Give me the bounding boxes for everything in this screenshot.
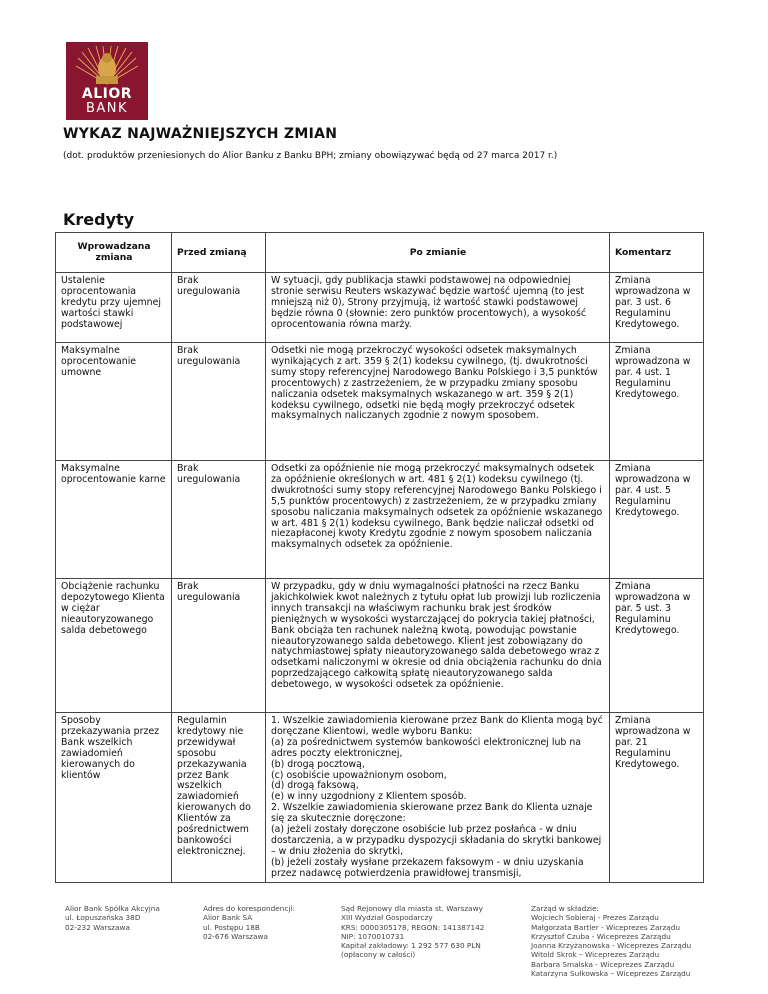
logo-word-bank: BANK	[85, 101, 129, 116]
after-line: (e) w inny uzgodniony z Klientem sposób.	[271, 791, 467, 803]
footer-line: 02-676 Warszawa	[203, 931, 268, 941]
cell-before: Brak uregulowania	[172, 343, 266, 461]
footer-line: (opłacony w całości)	[341, 950, 416, 960]
footer-line: ul. Łopuszańska 38D	[65, 913, 141, 923]
footer-line: Krzysztof Czuba - Wiceprezes Zarządu	[531, 931, 671, 941]
footer-line: Kapitał zakładowy: 1 292 577 630 PLN	[341, 941, 481, 951]
footer-line: Barbara Smalska - Wiceprezes Zarządu	[531, 959, 675, 969]
cell-change: Maksymalne oprocentowanie karne	[56, 461, 172, 579]
table-row	[56, 273, 704, 343]
table-row	[56, 343, 704, 461]
cell-before: Regulamin kredytowy nie przewidywał sposobu przekazywania przez Bank wszelkich zawiadomień kierowanych do Klientów za pośrednictwem bankowości elektronicznej.	[172, 713, 266, 883]
logo-word-alior: ALIOR	[81, 86, 133, 102]
footer-line: 02-232 Warszawa	[65, 922, 130, 932]
cell-after: Odsetki nie mogą przekroczyć wysokości odsetek maksymalnych wynikających z art. 359 § 2(1) kodeksu cywilnego, (tj. dwukrotności sumy stopy referencyjnej Narodowego Banku Polskiego i 3,5 punktów procentowych) z zastrzeżeniem, że w przypadku zmiany sposobu naliczania odsetek maksymalnych wskazanego w art. 359 § 2(1) kodeksu cywilnego, odsetki nie będą mogły przekroczyć odsetek maksymalnych naliczanych zgodnie z nowym sposobem.	[266, 343, 610, 461]
footer-company	[65, 904, 160, 932]
cell-change: Maksymalne oprocentowanie umowne	[56, 343, 172, 461]
after-line: 2. Wszelkie zawiadomienia skierowane przez Bank do Klienta uznaje się za skutecznie doręczone:	[271, 802, 593, 825]
after-line: (a) jeżeli zostały doręczone osobiście lub przez posłańca - w dniu dostarczenia, a w przypadku dyspozycji składania do skrytki bankowej – w dniu złożenia do skrytki,	[271, 824, 602, 857]
table-row	[56, 461, 704, 579]
cell-before: Brak uregulowania	[172, 579, 266, 713]
footer-line: Witold Skrok – Wiceprezes Zarządu	[531, 950, 660, 960]
table-header-row	[56, 233, 704, 273]
header-comment: Komentarz	[610, 233, 704, 273]
sunburst-icon	[74, 46, 140, 86]
footer-line: ul. Postępu 18B	[203, 922, 260, 932]
footer-line: KRS: 0000305178, REGON: 141387142	[341, 922, 485, 932]
cell-change: Ustalenie oprocentowania kredytu przy ujemnej wartości stawki podstawowej	[56, 273, 172, 343]
footer-line: Wojciech Sobieraj - Prezes Zarządu	[531, 913, 659, 923]
footer-line: NIP: 1070010731	[341, 931, 405, 941]
header-change: Wprowadzana zmiana	[56, 233, 172, 273]
footer-line: Katarzyna Sułkowska – Wiceprezes Zarządu	[531, 969, 691, 979]
footer-line: XIII Wydział Gospodarczy	[341, 913, 433, 923]
after-line: (d) drogą faksową,	[271, 780, 359, 792]
footer-board	[531, 904, 691, 978]
footer-line: Joanna Krzyżanowska - Wiceprezes Zarządu	[531, 941, 692, 951]
cell-after	[266, 713, 610, 883]
cell-change: Obciążenie rachunku depozytowego Klienta w ciężar nieautoryzowanego salda debetowego	[56, 579, 172, 713]
cell-comment: Zmiana wprowadzona w par. 21 Regulaminu Kredytowego.	[610, 713, 704, 883]
footer-line: Adres do korespondencji:	[203, 904, 295, 913]
footer-correspondence	[203, 904, 295, 941]
footer-line: Zarząd w składzie:	[531, 904, 600, 913]
cell-after: W przypadku, gdy w dniu wymagalności płatności na rzecz Banku jakichkolwiek kwot należnych z tytułu opłat lub prowizji lub rozliczenia innych transakcji na właściwym rachunku brak jest środków pieniężnych w wysokości wystarczającej do pokrycia takiej płatności, Bank obciąża ten rachunek należną kwotą, powodując powstanie nieautoryzowanego salda debetowego. Klient jest zobowiązany do natychmiastowej spłaty nieautoryzowanego salda debetowego wraz z odsetkami naliczonymi w okresie od dnia obciążenia rachunku do dnia poprzedzającego całkowitą spłatę nieautoryzowanego salda debetowego, w wysokości odsetek za opóźnienie.	[266, 579, 610, 713]
cell-after: Odsetki za opóźnienie nie mogą przekroczyć maksymalnych odsetek za opóźnienie określonych w art. 481 § 2(1) kodeksu cywilnego (tj. dwukrotności sumy stopy referencyjnej Narodowego Banku Polskiego i 5,5 punktów procentowych) z zastrzeżeniem, że w przypadku zmiany sposobu naliczania maksymalnych odsetek za opóźnienie wskazanego w art. 481 § 2(1) kodeksu cywilnego, Bank będzie naliczał odsetki od niezapłaconej kwoty Kredytu zgodnie z nowym sposobem naliczania maksymalnych odsetek za opóźnienie.	[266, 461, 610, 579]
after-line: (c) osobiście upoważnionym osobom,	[271, 769, 447, 781]
cell-comment: Zmiana wprowadzona w par. 4 ust. 1 Regulaminu Kredytowego.	[610, 343, 704, 461]
document-subtitle: (dot. produktów przeniesionych do Alior Banku z Banku BPH; zmiany obowiązywać będą od 27 marca 2017 r.)	[63, 151, 558, 161]
cell-before: Brak uregulowania	[172, 273, 266, 343]
header-after: Po zmianie	[266, 233, 610, 273]
header-before: Przed zmianą	[172, 233, 266, 273]
document-title: WYKAZ NAJWAŻNIEJSZYCH ZMIAN	[63, 126, 338, 142]
cell-after: W sytuacji, gdy publikacja stawki podstawowej na odpowiedniej stronie serwisu Reuters wskazywać będzie wartość ujemną (to jest mniejszą niż 0), Strony przyjmują, iż wartość stawki podstawowej będzie równa 0 (słownie: zero punktów procentowych), a wysokość oprocentowania równa marży.	[266, 273, 610, 343]
footer-line: Małgorzata Bartler - Wiceprezes Zarządu	[531, 922, 681, 932]
footer-line: Alior Bank SA	[203, 913, 253, 923]
alior-bank-logo	[66, 42, 148, 120]
section-title: Kredyty	[63, 210, 135, 229]
table-row	[56, 713, 704, 883]
cell-before: Brak uregulowania	[172, 461, 266, 579]
cell-comment: Zmiana wprowadzona w par. 5 ust. 3 Regulaminu Kredytowego.	[610, 579, 704, 713]
footer-line: Alior Bank Spółka Akcyjna	[65, 904, 160, 913]
after-line: 1. Wszelkie zawiadomienia kierowane przez Bank do Klienta mogą być doręczane Klientowi, wedle wyboru Banku:	[271, 715, 603, 737]
cell-change: Sposoby przekazywania przez Bank wszelkich zawiadomień kierowanych do klientów	[56, 713, 172, 883]
after-line: (b) drogą pocztową,	[271, 758, 365, 770]
table-row	[56, 579, 704, 713]
changes-table	[55, 232, 704, 883]
cell-comment: Zmiana wprowadzona w par. 4 ust. 5 Regulaminu Kredytowego.	[610, 461, 704, 579]
after-line: (a) za pośrednictwem systemów bankowości elektronicznej lub na adres poczty elektronicznej,	[271, 736, 582, 759]
cell-comment: Zmiana wprowadzona w par. 3 ust. 6 Regulaminu Kredytowego.	[610, 273, 704, 343]
footer-line: Sąd Rejonowy dla miasta st. Warszawy	[341, 904, 483, 913]
after-line: (b) jeżeli zostały wysłane przekazem faksowym - w dniu uzyskania przez nadawcę potwierdzenia prawidłowej transmisji,	[271, 856, 584, 879]
footer-registry	[341, 904, 484, 960]
